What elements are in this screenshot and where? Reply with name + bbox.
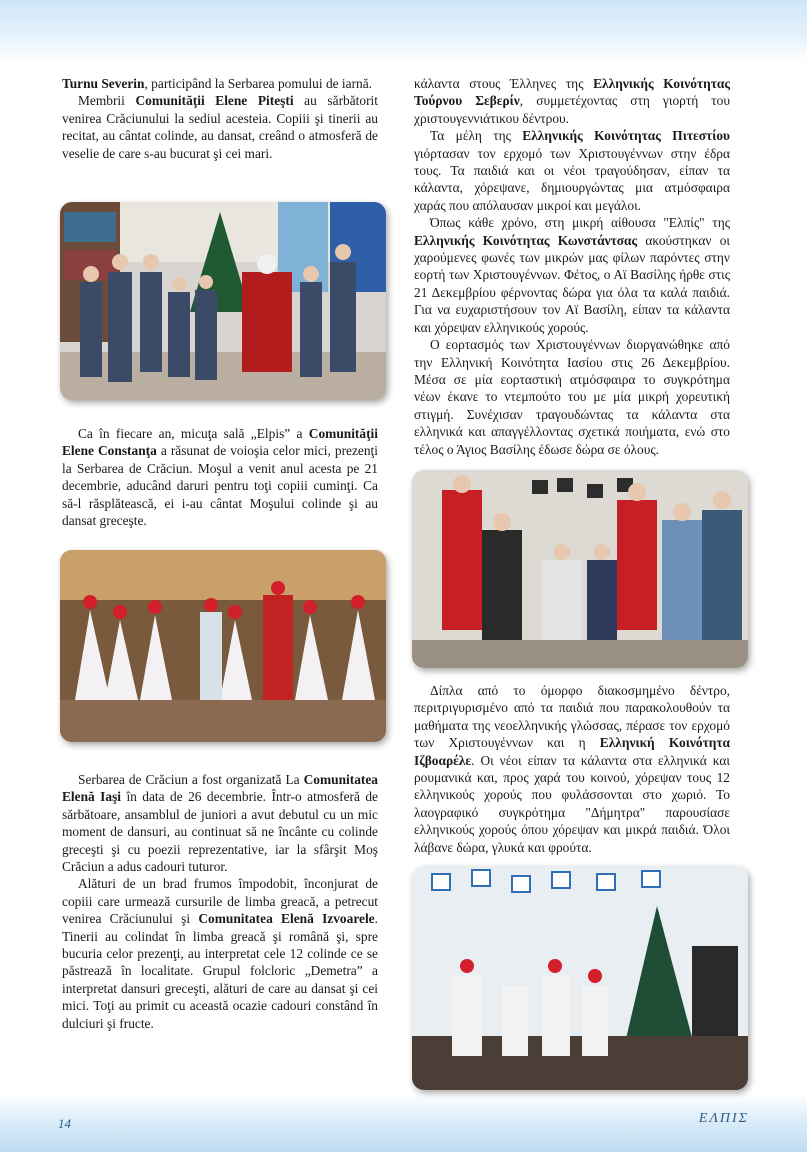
photo-izvoarele-carolers [412,866,748,1090]
photo-iasi-group [412,470,748,668]
left-text-block-1 [62,75,378,162]
paragraph: Τα μέλη της Ελληνικής Κοινότητας Πιτεστίου γιόρτασαν τον ερχομό των Χριστουγέννων στην έδρα τους. Τα παιδιά και οι νέοι τραγούδησαν, είπαν τα κάλαντα, χόρεψανε, δημιουργώντας μια ατμόσφαιρα χαράς που απόλαυσαν μικροί και μεγάλοι. [414,128,730,213]
bottom-gradient-band [0,1094,807,1152]
paragraph: Δίπλα από το όμορφο διακοσμημένο δέντρο, περιτριγυρισμένο από τα παιδιά που παρακολουθούν τα μαθήματα της νεοελληνικής γλώσσας, πέρασε τον ερχομό των Χριστουγέννων και η Ελληνική Κοινότητα Ιζβοαρέλε. Οι νέοι είπαν τα κάλαντα στα ελληνικά και ρουμανικά και, προς χαρά του κοινού, χόρεψαν τους 12 ελληνικούς χορούς που φυλάσσονται στο χωριό. Το λαογραφικό συγκρότημα "Δήμητρα" παρουσίασε ελληνικούς χορούς όπου χόρεψαν και μικρά παιδιά. Όλοι λάβανε δώρα, γλυκά και φρούτα. [414,683,730,855]
photo-pitesti-children-santa [60,202,386,400]
photo-constanta-costumed-children [60,550,386,742]
magazine-title: ΕΛΠΙΣ [698,1111,749,1126]
left-text-block-3 [62,771,378,1032]
paragraph: Ca în fiecare an, micuţa sală „Elpis” a Comunităţii Elene Constanţa a răsunat de voioşia celor mici, prezenţi la Serbarea de Crăciun. Moşul a venit anul acesta pe 21 decembrie, aducând daruri pentru toţi copiii cuminţi. Ca să-l răsplătească, ei i-au cântat Moşului colinde şi au dansat greceşte. [62,426,378,529]
right-text-block-2 [414,682,730,856]
paragraph: Όπως κάθε χρόνο, στη μικρή αίθουσα "Ελπίς" της Ελληνικής Κοινότητας Κωνστάντσας ακούστηκαν οι χαρούμενες φωνές των μικρών μας φίλων παρόντες στην εορτή των Χριστουγέννων. Φέτος, ο Αϊ Βασίλης ήρθε στις 21 Δεκεμβρίου φέρνοντας δώρα για όλα τα καλά παιδιά. Για να ευχαριστήσουν τον Αϊ Βασίλη, είπαν τα κάλαντα και χόρεψαν ελληνικούς χορούς. [414,215,731,335]
paragraph: Ο εορτασμός των Χριστουγέννων διοργανώθηκε από την Ελληνική Κοινότητα Ιασίου στις 26 Δεκεμβρίου. Μέσα σε μία εορταστική ατμόσφαιρα το συγκρότημα νέων έκανε το ντεμπούτο του με μία μικρή χορευτική στιγμή. Συνέχισαν τραγουδώντας τα κάλαντα στα ελληνικά και απαγγέλλοντας σχετικά ποιήματα, ενώ στο τέλος ο Άγιος Βασίλης έδωσε δώρα σε όλους. [414,337,730,457]
left-text-block-2 [62,425,378,529]
paragraph: κάλαντα στους Έλληνες της Ελληνικής Κοινότητας Τούρνου Σεβερίν, συμμετέχοντας στη γιορτή του χριστουγεννιάτικου δέντρου. [414,76,730,126]
paragraph: Membrii Comunităţii Elene Piteşti au sărbătorit venirea Crăciunului la sediul acesteia. Copiii şi tinerii au recitat, au cântat colinde, au dansat, creând o atmosferă de veselie de care s-au bucurat şi cei mari. [62,93,378,161]
top-gradient-band [0,0,807,62]
paragraph: Alături de un brad frumos împodobit, înconjurat de copiii care urmează cursurile de limba greacă, a petrecut venirea Crăciunului şi Comunitatea Elenă Izvoarele. Tinerii au colindat în limba greacă şi română şi, spre bucuria celor prezenţi, au interpretat cele 12 colinde ce se păstrează în localitate. Grupul folcloric „Demetra” a interpretat dansuri greceşti, alături de care au dansat şi cei mici. Toţi au primit cu această ocazie cadouri constând în dulciuri şi fructe. [62,876,378,1031]
right-text-block-1 [414,75,730,458]
paragraph: Serbarea de Crăciun a fost organizată La Comunitatea Elenă Iaşi în data de 26 decembrie. Într-o atmosferă de sărbătoare, ansamblul de juniori a avut debutul cu un mic moment de dansuri, au continuat să ne încânte cu colinde greceşti şi cu poezii reprezentative, iar la sfârşit Moş Crăciun a adus cadouri tuturor. [62,772,378,875]
page-number: 14 [58,1116,71,1131]
paragraph: Turnu Severin, participând la Serbarea pomului de iarnă. [62,76,373,91]
